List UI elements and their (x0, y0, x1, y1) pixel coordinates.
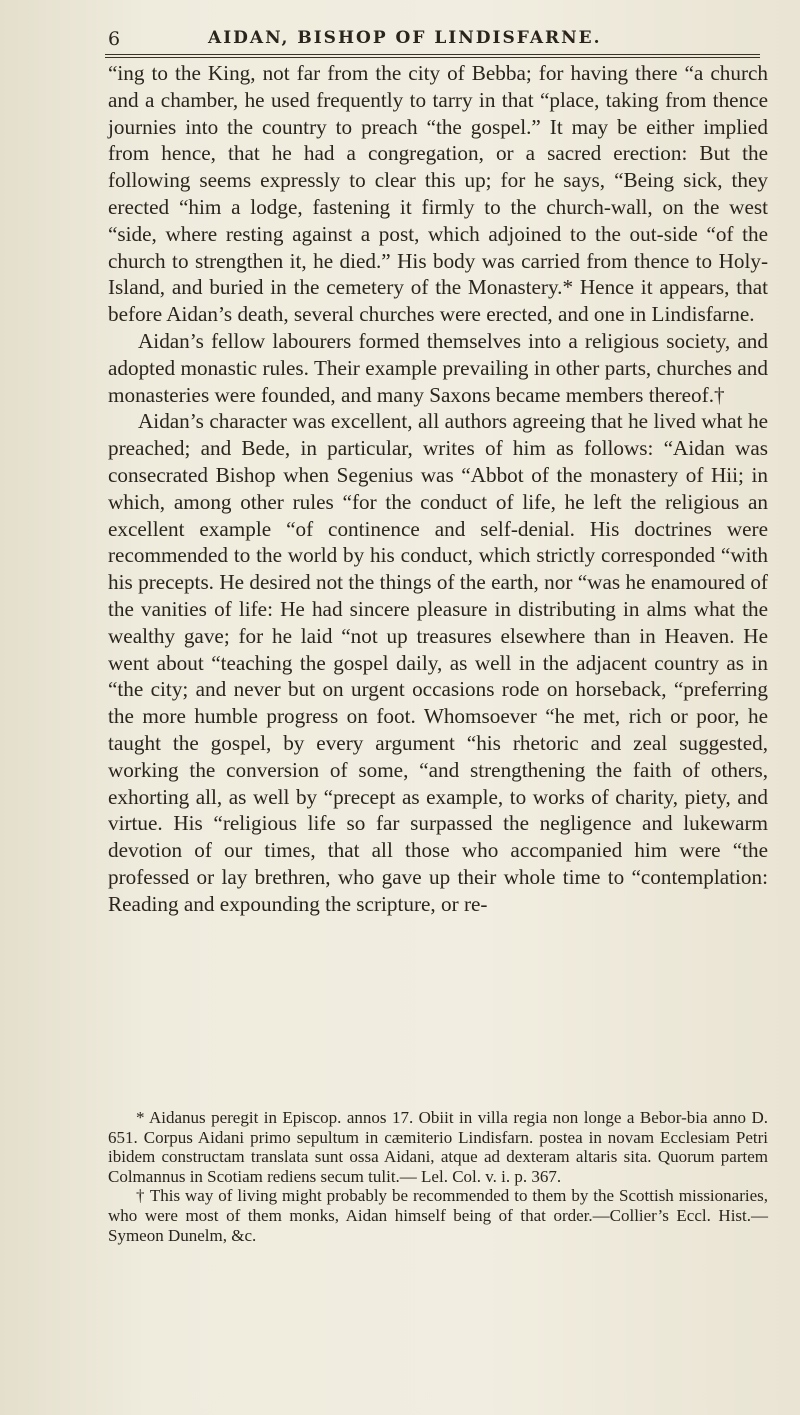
footnote: * Aidanus peregit in Episcop. annos 17. Obiit in villa regia non longe a Bebor-bia anno D. 651. Corpus Aidani primo sepultum in cæmiterio Lindisfarn. postea in novam Ecclesiam Petri ibidem constructam translata sunt ossa Aidani, atque ad dexteram altaris sita. Quorum partem Colmannus in Scotiam rediens secum tulit.— Lel. Col. v. i. p. 367. (108, 1108, 768, 1186)
main-text (108, 60, 768, 918)
page-number: 6 (108, 28, 122, 50)
footnotes (108, 1108, 768, 1245)
paragraph: Aidan’s character was excellent, all authors agreeing that he lived what he preached; and Bede, in particular, writes of him as follows: “Aidan was consecrated Bishop when Segenius was “Abbot of the monastery of Hii; in which, among other rules “for the conduct of life, he left the religious an excellent example “of continence and self-denial. His doctrines were recommended to the world by his conduct, which strictly corresponded “with his precepts. He desired not the things of the earth, nor “was he enamoured of the vanities of life: He had sincere pleasure in distributing in alms what the wealthy gave; for he laid “not up treasures elsewhere than in Heaven. He went about “teaching the gospel daily, as well in the adjacent country as in “the city; and never but on urgent occasions rode on horseback, “preferring the more humble progress on foot. Whomsoever “he met, rich or poor, he taught the gospel, by every argument “his rhetoric and zeal suggested, working the conversion of some, “and strengthening the faith of others, exhorting all, as well by “precept as example, to works of charity, piety, and virtue. His “religious life so far surpassed the negligence and lukewarm devotion of our times, that all those who accompanied him were “the professed or lay brethren, who gave up their whole time to “contemplation: Reading and expounding the scripture, or re- (108, 409, 768, 916)
running-title: AIDAN, BISHOP OF LINDISFARNE. (208, 28, 602, 48)
footnote: † This way of living might probably be recommended to them by the Scottish missionaries, who were most of them monks, Aidan himself being of that order.—Collier’s Eccl. Hist.—Symeon Dunelm, &c. (108, 1186, 768, 1245)
paragraph: Aidan’s fellow labourers formed themselves into a religious society, and adopted monastic rules. Their example prevailing in other parts, churches and monasteries were founded, and many Saxons became members thereof.† (108, 328, 768, 407)
header-rule (105, 54, 760, 58)
paragraph: “ing to the King, not far from the city of Bebba; for having there “a church and a chamber, he used frequently to tarry in that “place, taking from thence journies into the country to preach “the gospel.” It may be either implied from hence, that he had a congregation, or a sacred erection: But the following seems expressly to clear this up; for he says, “Being sick, they erected “him a lodge, fastening it firmly to the church-wall, on the west “side, where resting against a post, which adjoined to the out-side “of the church to strengthen it, he died.” His body was carried from thence to Holy-Island, and buried in the cemetery of the Monastery.* Hence it appears, that before Aidan’s death, several churches were erected, and one in Lindisfarne. (108, 61, 768, 327)
